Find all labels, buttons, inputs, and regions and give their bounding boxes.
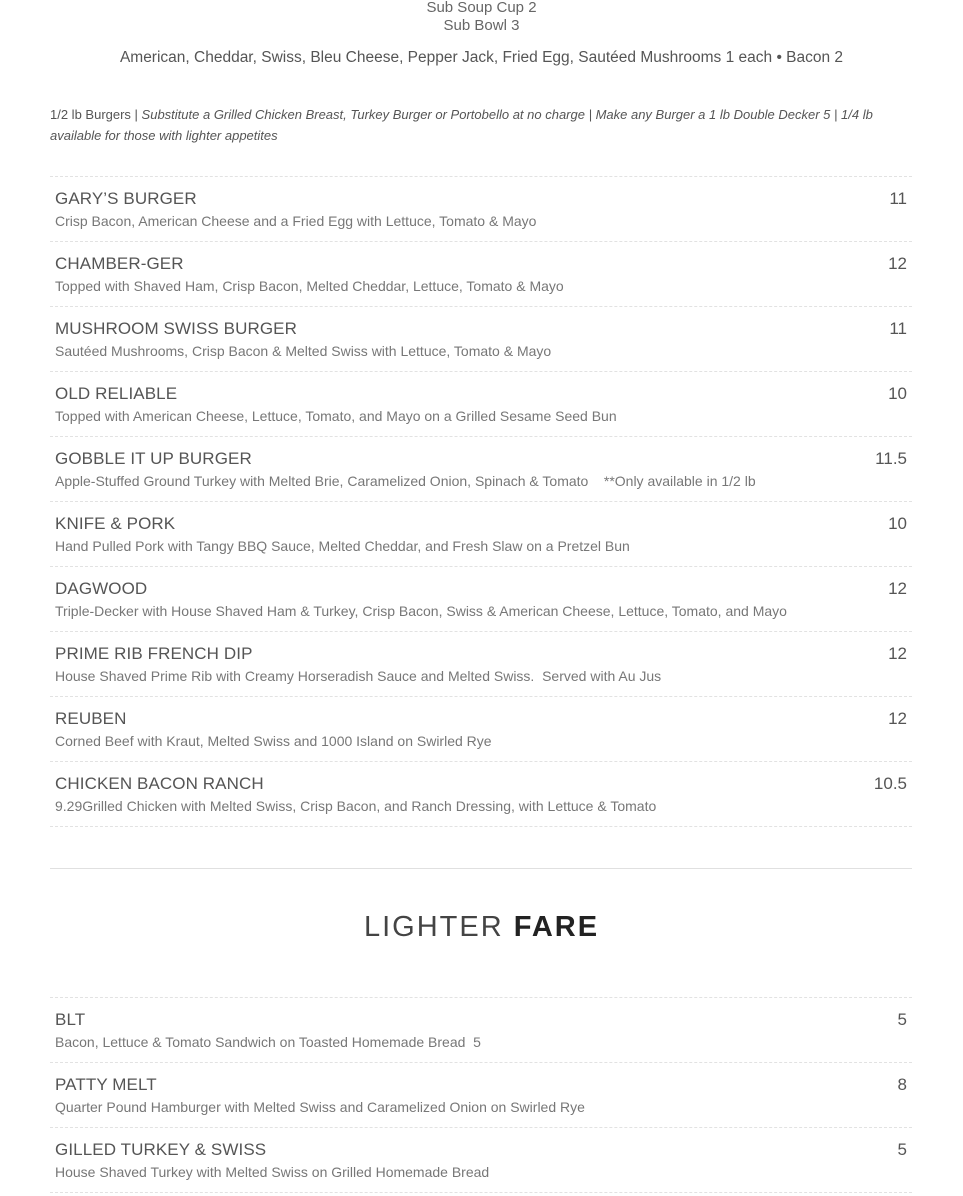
- menu-item-price: 12: [888, 579, 907, 598]
- menu-item-price: 12: [888, 644, 907, 663]
- menu-item-price: 11.5: [875, 449, 907, 468]
- menu-item-price: 12: [888, 709, 907, 728]
- menu-item-price: 11: [889, 319, 907, 338]
- menu-item-description: Hand Pulled Pork with Tangy BBQ Sauce, Melted Cheddar, and Fresh Slaw on a Pretzel Bun: [55, 538, 630, 554]
- menu-item: [50, 1063, 912, 1128]
- menu-item-price: 10: [888, 514, 907, 533]
- sub-bowl-price: Sub Bowl 3: [443, 17, 520, 34]
- menu-item: [50, 437, 912, 502]
- menu-item-name: GARY’S BURGER: [55, 189, 197, 208]
- menu-item-description: Sautéed Mushrooms, Crisp Bacon & Melted Swiss with Lettuce, Tomato & Mayo: [55, 343, 552, 359]
- menu-item: [50, 372, 912, 437]
- menu-item: [50, 177, 912, 242]
- menu-item: [50, 632, 912, 697]
- menu-item-name: REUBEN: [55, 709, 127, 728]
- menu-item: [50, 762, 912, 827]
- menu-item-name: KNIFE & PORK: [55, 514, 176, 533]
- menu-item-description: Crisp Bacon, American Cheese and a Fried Egg with Lettuce, Tomato & Mayo: [55, 213, 537, 229]
- menu-item-price: 10: [888, 384, 907, 403]
- burger-note-lead: 1/2 lb Burgers |: [50, 107, 142, 122]
- lighter-fare-heading: [0, 908, 963, 946]
- menu-item: [50, 307, 912, 372]
- lighter-fare-heading-light: LIGHTER: [363, 911, 514, 943]
- menu-item-description: Triple-Decker with House Shaved Ham & Turkey, Crisp Bacon, Swiss & American Cheese, Lettuce, Tomato, and Mayo: [55, 603, 787, 619]
- menu-item-description: House Shaved Prime Rib with Creamy Horseradish Sauce and Melted Swiss. Served with Au Jus: [55, 668, 662, 684]
- menu-item-price: 5: [897, 1010, 907, 1029]
- menu-item-name: MUSHROOM SWISS BURGER: [55, 319, 298, 338]
- menu-item-name: GILLED TURKEY & SWISS: [55, 1140, 267, 1159]
- menu-item-description: Bacon, Lettuce & Tomato Sandwich on Toasted Homemade Bread 5: [55, 1034, 481, 1050]
- menu-item-description: House Shaved Turkey with Melted Swiss on Grilled Homemade Bread: [55, 1164, 490, 1180]
- menu-item-name: CHAMBER-GER: [55, 254, 184, 273]
- menu-item-description: Corned Beef with Kraut, Melted Swiss and 1000 Island on Swirled Rye: [55, 733, 492, 749]
- burger-note: [50, 104, 912, 146]
- menu-item-price: 11: [889, 189, 907, 208]
- menu-item-description: Topped with American Cheese, Lettuce, Tomato, and Mayo on a Grilled Sesame Seed Bun: [55, 408, 617, 424]
- menu-item-description: Topped with Shaved Ham, Crisp Bacon, Melted Cheddar, Lettuce, Tomato & Mayo: [55, 278, 564, 294]
- menu-item-name: PRIME RIB FRENCH DIP: [55, 644, 253, 663]
- menu-item: [50, 567, 912, 632]
- cheese-addons-line: American, Cheddar, Swiss, Bleu Cheese, Pepper Jack, Fried Egg, Sautéed Mushrooms 1 each • Bacon 2: [119, 49, 844, 66]
- menu-item-name: BLT: [55, 1010, 86, 1029]
- menu-item-name: DAGWOOD: [55, 579, 148, 598]
- menu-item-name: GOBBLE IT UP BURGER: [55, 449, 252, 468]
- section-divider: [50, 868, 912, 869]
- menu-item: [50, 1128, 912, 1193]
- burger-note-options: Substitute a Grilled Chicken Breast, Turkey Burger or Portobello at no charge | Make any Burger a 1 lb Double Decker 5 | 1/4 lb available for those with lighter appetites: [50, 107, 873, 143]
- menu-item: [50, 502, 912, 567]
- menu-item-price: 12: [888, 254, 907, 273]
- menu-item: [50, 697, 912, 762]
- menu-item-price: 10.5: [873, 774, 907, 793]
- lighter-fare-heading-bold: FARE: [513, 911, 600, 943]
- menu-item-description: Quarter Pound Hamburger with Melted Swiss and Caramelized Onion on Swirled Rye: [55, 1099, 585, 1115]
- menu-item: [50, 998, 912, 1063]
- sub-soup-cup-price: Sub Soup Cup 2: [426, 0, 537, 16]
- lighter-fare-menu-list: [50, 997, 912, 1193]
- burger-menu-list: [50, 176, 912, 827]
- menu-item-price: 5: [897, 1140, 907, 1159]
- menu-item-description: 9.29Grilled Chicken with Melted Swiss, Crisp Bacon, and Ranch Dressing, with Lettuce & Tomato: [55, 798, 657, 814]
- menu-item-name: OLD RELIABLE: [55, 384, 178, 403]
- menu-item-name: PATTY MELT: [55, 1075, 157, 1094]
- menu-item-price: 8: [897, 1075, 907, 1094]
- menu-item-description: Apple-Stuffed Ground Turkey with Melted Brie, Caramelized Onion, Spinach & Tomato **Only available in 1/2 lb: [55, 473, 756, 489]
- menu-item-name: CHICKEN BACON RANCH: [55, 774, 264, 793]
- menu-item: [50, 242, 912, 307]
